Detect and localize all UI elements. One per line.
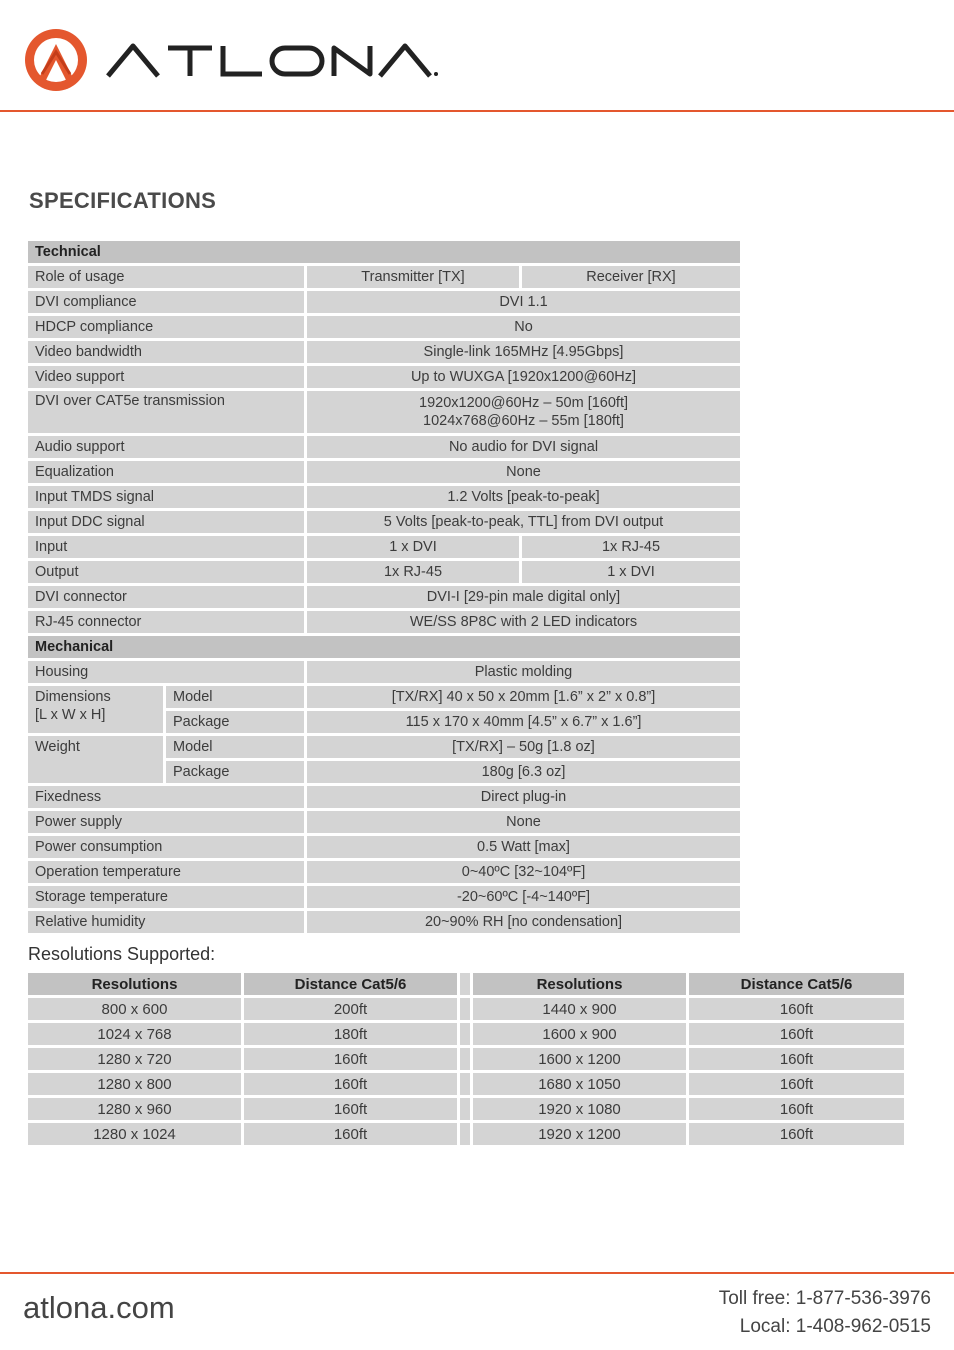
column-header: Resolutions [28,973,244,995]
spec-row [28,661,740,683]
spec-label: Input [28,536,307,558]
table-header-row [28,973,904,995]
specifications-table [28,238,740,936]
distance-cell: 160ft [244,1123,460,1145]
spec-label: Input DDC signal [28,511,307,533]
footer-divider [0,1272,954,1274]
spec-value-line: 1920x1200@60Hz – 50m [160ft] [419,395,628,411]
spec-value: [TX/RX] – 50g [1.8 oz] [307,736,740,758]
spec-label [28,686,166,733]
distance-cell: 160ft [244,1073,460,1095]
spec-value: 0.5 Watt [max] [307,836,740,858]
spec-row [28,486,740,508]
column-spacer [460,1073,473,1095]
resolution-cell: 1280 x 1024 [28,1123,244,1145]
spec-label: Output [28,561,307,583]
resolution-cell: 1920 x 1080 [473,1098,689,1120]
resolution-cell: 1680 x 1050 [473,1073,689,1095]
spec-value-tx: 1x RJ-45 [307,561,522,583]
spec-row [28,341,740,363]
spec-value: 115 x 170 x 40mm [4.5” x 6.7” x 1.6”] [307,711,740,733]
spec-value: Single-link 165MHz [4.95Gbps] [307,341,740,363]
spec-value: Plastic molding [307,661,740,683]
spec-row [28,266,740,288]
spec-value: 5 Volts [peak-to-peak, TTL] from DVI output [307,511,740,533]
spec-value: 180g [6.3 oz] [307,761,740,783]
spec-value-rx: 1 x DVI [522,561,740,583]
spec-sublabel: Package [166,711,307,733]
column-spacer [460,1048,473,1070]
spec-label: Operation temperature [28,861,307,883]
spec-value: Up to WUXGA [1920x1200@60Hz] [307,366,740,388]
spec-value: [TX/RX] 40 x 50 x 20mm [1.6” x 2” x 0.8”] [307,686,740,708]
spec-value: DVI-I [29-pin male digital only] [307,586,740,608]
spec-row [28,811,740,833]
spec-value: DVI 1.1 [307,291,740,313]
spec-sublabel: Model [166,686,307,708]
spec-value: 0~40ºC [32~104ºF] [307,861,740,883]
spec-label: Input TMDS signal [28,486,307,508]
section-header-mechanical: Mechanical [28,636,740,658]
contact-info [719,1285,931,1341]
column-spacer [460,1023,473,1045]
spec-value: No audio for DVI signal [307,436,740,458]
distance-cell: 160ft [689,1098,904,1120]
spec-value [307,391,740,433]
spec-label: DVI over CAT5e transmission [28,391,307,433]
resolution-cell: 1920 x 1200 [473,1123,689,1145]
column-spacer [460,1098,473,1120]
atlona-logo [22,24,442,96]
spec-label: Storage temperature [28,886,307,908]
spec-value-tx: 1 x DVI [307,536,522,558]
table-row [28,1073,904,1095]
spec-label: Audio support [28,436,307,458]
column-header: Resolutions [473,973,689,995]
resolution-cell: 1440 x 900 [473,998,689,1020]
spec-label-line: Dimensions [35,689,111,705]
column-spacer [460,973,473,995]
distance-cell: 200ft [244,998,460,1020]
resolution-cell: 1600 x 1200 [473,1048,689,1070]
spec-label: Power consumption [28,836,307,858]
spec-row [28,391,740,433]
website-link[interactable]: atlona.com [23,1290,175,1325]
resolution-cell: 1280 x 800 [28,1073,244,1095]
column-spacer [460,1123,473,1145]
distance-cell: 160ft [689,1123,904,1145]
header-divider [0,110,954,112]
spec-row [28,836,740,858]
spec-row [28,291,740,313]
distance-cell: 160ft [689,1073,904,1095]
section-header-technical: Technical [28,241,740,263]
spec-row [28,561,740,583]
resolution-cell: 1600 x 900 [473,1023,689,1045]
spec-row [28,586,740,608]
spec-value-line: 1024x768@60Hz – 55m [180ft] [423,413,624,429]
distance-cell: 160ft [244,1098,460,1120]
spec-value: None [307,811,740,833]
table-row [28,998,904,1020]
distance-cell: 180ft [244,1023,460,1045]
page-title: SPECIFICATIONS [29,188,217,213]
spec-sublabel: Model [166,736,307,758]
spec-label: DVI connector [28,586,307,608]
spec-label: Role of usage [28,266,307,288]
resolutions-heading: Resolutions Supported: [28,944,216,964]
spec-value: None [307,461,740,483]
spec-label-line: [L x W x H] [35,707,106,723]
spec-row [28,911,740,933]
spec-label: HDCP compliance [28,316,307,338]
spec-row [28,861,740,883]
spec-row [28,436,740,458]
spec-label: RJ-45 connector [28,611,307,633]
distance-cell: 160ft [689,1048,904,1070]
table-row [28,1048,904,1070]
spec-row [28,536,740,558]
resolution-cell: 1280 x 720 [28,1048,244,1070]
spec-sublabel: Package [166,761,307,783]
distance-cell: 160ft [689,1023,904,1045]
spec-value: No [307,316,740,338]
spec-value-tx: Transmitter [TX] [307,266,522,288]
spec-value: -20~60ºC [-4~140ºF] [307,886,740,908]
table-row [28,1123,904,1145]
resolution-cell: 1024 x 768 [28,1023,244,1045]
resolution-cell: 800 x 600 [28,998,244,1020]
distance-cell: 160ft [689,998,904,1020]
spec-value-rx: 1x RJ-45 [522,536,740,558]
spec-value: 1.2 Volts [peak-to-peak] [307,486,740,508]
spec-row [28,886,740,908]
column-spacer [460,998,473,1020]
resolution-cell: 1280 x 960 [28,1098,244,1120]
spec-row [28,316,740,338]
column-header: Distance Cat5/6 [244,973,460,995]
spec-label: Power supply [28,811,307,833]
local-number: Local: 1-408-962-0515 [739,1316,931,1337]
toll-free-number: Toll free: 1-877-536-3976 [718,1288,931,1309]
spec-label: DVI compliance [28,291,307,313]
table-row [28,1098,904,1120]
spec-label: Weight [28,736,166,783]
spec-label: Equalization [28,461,307,483]
table-row [28,1023,904,1045]
column-header: Distance Cat5/6 [689,973,904,995]
spec-row [28,686,740,708]
spec-row [28,786,740,808]
spec-row [28,366,740,388]
spec-label: Video bandwidth [28,341,307,363]
spec-label: Relative humidity [28,911,307,933]
spec-row [28,461,740,483]
spec-value: 20~90% RH [no condensation] [307,911,740,933]
spec-value: WE/SS 8P8C with 2 LED indicators [307,611,740,633]
spec-row [28,736,740,758]
spec-value: Direct plug-in [307,786,740,808]
spec-label: Housing [28,661,307,683]
distance-cell: 160ft [244,1048,460,1070]
spec-label: Video support [28,366,307,388]
spec-value-rx: Receiver [RX] [522,266,740,288]
spec-label: Fixedness [28,786,307,808]
spec-row [28,511,740,533]
spec-row [28,611,740,633]
resolutions-table [28,970,904,1148]
